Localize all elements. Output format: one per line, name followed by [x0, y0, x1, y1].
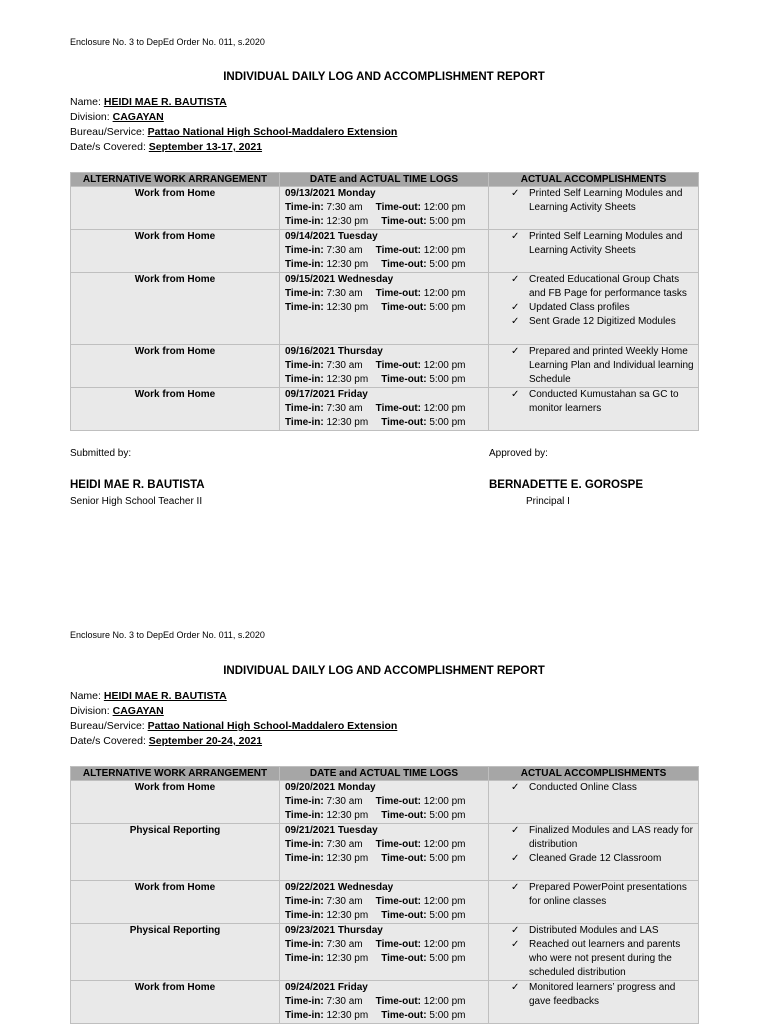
dates-value: September 20-24, 2021	[148, 735, 263, 747]
time-out-label: Time-out:	[375, 896, 422, 907]
checkmark-icon: ✓	[511, 982, 520, 993]
checkmark-icon: ✓	[511, 316, 520, 327]
time-out-value: 5:00 pm	[429, 259, 466, 270]
afternoon-time-log	[285, 909, 488, 923]
accomplishment-item	[489, 981, 698, 1009]
time-out-value: 5:00 pm	[429, 953, 466, 964]
time-out-value: 12:00 pm	[423, 896, 466, 907]
division-value: CAGAYAN	[112, 705, 164, 717]
table-row	[71, 824, 699, 881]
time-in-value: 12:30 pm	[326, 302, 369, 313]
time-in-label: Time-in:	[285, 996, 324, 1007]
morning-time-log	[285, 838, 488, 852]
log-date: 09/14/2021 Tuesday	[285, 231, 378, 242]
time-in-label: Time-in:	[285, 810, 324, 821]
accomplishment-item	[489, 881, 698, 909]
table-row	[71, 781, 699, 824]
accomplishment-item	[489, 388, 698, 416]
time-in-label: Time-in:	[285, 374, 324, 385]
table-row	[71, 388, 699, 431]
accomplishment-item	[489, 230, 698, 258]
accomplishments-cell	[489, 824, 699, 881]
report-title: INDIVIDUAL DAILY LOG AND ACCOMPLISHMENT REPORT	[223, 71, 545, 83]
time-out-value: 5:00 pm	[429, 853, 466, 864]
time-log-cell	[280, 345, 489, 388]
time-log-cell	[280, 230, 489, 273]
time-in-value: 12:30 pm	[326, 417, 369, 428]
accomplishment-text: Cleaned Grade 12 Classroom	[529, 853, 662, 864]
log-date: 09/20/2021 Monday	[285, 782, 376, 793]
time-log-cell	[280, 388, 489, 431]
header-time-logs: DATE and ACTUAL TIME LOGS	[280, 767, 489, 781]
accomplishment-text: Sent Grade 12 Digitized Modules	[529, 316, 676, 327]
time-in-label: Time-in:	[285, 1010, 324, 1021]
arrangement-cell: Work from Home	[71, 187, 280, 230]
accomplishments-cell	[489, 881, 699, 924]
time-in-value: 7:30 am	[326, 288, 363, 299]
morning-time-log	[285, 244, 488, 258]
accomplishment-text: Printed Self Learning Modules and Learning Activity Sheets	[529, 188, 683, 213]
log-table	[70, 766, 699, 1024]
name-field	[70, 690, 227, 702]
header-arrangement: ALTERNATIVE WORK ARRANGEMENT	[71, 767, 280, 781]
log-date: 09/13/2021 Monday	[285, 188, 376, 199]
time-in-label: Time-in:	[285, 403, 324, 414]
time-in-value: 12:30 pm	[326, 374, 369, 385]
bureau-label: Bureau/Service:	[70, 720, 145, 732]
time-out-label: Time-out:	[375, 245, 422, 256]
time-out-label: Time-out:	[381, 417, 427, 428]
time-out-value: 5:00 pm	[429, 216, 466, 227]
time-in-value: 12:30 pm	[326, 853, 369, 864]
afternoon-time-log	[285, 258, 488, 272]
afternoon-time-log	[285, 301, 488, 315]
time-out-value: 12:00 pm	[423, 403, 466, 414]
time-in-value: 12:30 pm	[326, 259, 369, 270]
report-title: INDIVIDUAL DAILY LOG AND ACCOMPLISHMENT REPORT	[223, 665, 545, 677]
division-label: Division:	[70, 705, 110, 717]
time-out-label: Time-out:	[375, 939, 422, 950]
submitted-by-label: Submitted by:	[70, 448, 132, 459]
accomplishment-item	[489, 315, 698, 329]
log-date: 09/15/2021 Wednesday	[285, 274, 394, 285]
time-in-label: Time-in:	[285, 288, 324, 299]
checkmark-icon: ✓	[511, 231, 520, 242]
checkmark-icon: ✓	[511, 302, 520, 313]
checkmark-icon: ✓	[511, 925, 520, 936]
time-in-label: Time-in:	[285, 302, 324, 313]
table-row	[71, 230, 699, 273]
time-out-label: Time-out:	[381, 853, 427, 864]
dates-label: Date/s Covered:	[70, 141, 146, 153]
header-time-logs: DATE and ACTUAL TIME LOGS	[280, 173, 489, 187]
log-table	[70, 172, 699, 431]
table-row	[71, 881, 699, 924]
checkmark-icon: ✓	[511, 346, 520, 357]
accomplishments-cell	[489, 781, 699, 824]
checkmark-icon: ✓	[511, 853, 520, 864]
morning-time-log	[285, 402, 488, 416]
accomplishment-item	[489, 938, 698, 980]
time-in-label: Time-in:	[285, 796, 324, 807]
afternoon-time-log	[285, 809, 488, 823]
log-date: 09/23/2021 Thursday	[285, 925, 383, 936]
submitter-name: HEIDI MAE R. BAUTISTA	[70, 479, 205, 491]
time-in-value: 7:30 am	[326, 896, 363, 907]
time-out-label: Time-out:	[375, 288, 422, 299]
time-out-label: Time-out:	[381, 374, 427, 385]
dates-value: September 13-17, 2021	[148, 141, 263, 153]
time-in-value: 12:30 pm	[326, 216, 369, 227]
accomplishment-text: Updated Class profiles	[529, 302, 630, 313]
log-date: 09/17/2021 Friday	[285, 389, 368, 400]
time-out-value: 5:00 pm	[429, 810, 466, 821]
time-out-value: 12:00 pm	[423, 288, 466, 299]
bureau-value: Pattao National High School-Maddalero Extension	[147, 126, 398, 138]
accomplishments-cell	[489, 273, 699, 345]
accomplishment-text: Monitored learners’ progress and gave feedbacks	[529, 982, 676, 1007]
time-in-value: 12:30 pm	[326, 1010, 369, 1021]
time-out-label: Time-out:	[381, 810, 427, 821]
accomplishment-text: Reached out learners and parents who were not present during the scheduled distribution	[529, 939, 681, 978]
dates-field	[70, 735, 262, 747]
accomplishment-item	[489, 273, 698, 301]
time-out-value: 5:00 pm	[429, 417, 466, 428]
time-in-value: 7:30 am	[326, 403, 363, 414]
time-in-value: 7:30 am	[326, 202, 363, 213]
time-out-value: 5:00 pm	[429, 302, 466, 313]
checkmark-icon: ✓	[511, 782, 520, 793]
time-in-label: Time-in:	[285, 216, 324, 227]
division-field	[70, 111, 164, 123]
accomplishments-cell	[489, 345, 699, 388]
arrangement-cell: Work from Home	[71, 881, 280, 924]
time-out-value: 12:00 pm	[423, 839, 466, 850]
report-2	[0, 594, 768, 1024]
bureau-field	[70, 126, 397, 138]
time-out-value: 5:00 pm	[429, 374, 466, 385]
time-out-label: Time-out:	[381, 302, 427, 313]
accomplishment-item	[489, 301, 698, 315]
time-in-label: Time-in:	[285, 853, 324, 864]
time-out-label: Time-out:	[375, 202, 422, 213]
arrangement-cell: Work from Home	[71, 273, 280, 345]
log-date: 09/16/2021 Thursday	[285, 346, 383, 357]
time-log-cell	[280, 781, 489, 824]
time-out-value: 12:00 pm	[423, 245, 466, 256]
checkmark-icon: ✓	[511, 939, 520, 950]
table-row	[71, 273, 699, 345]
approved-by-label: Approved by:	[489, 448, 548, 459]
table-row	[71, 187, 699, 230]
header-accomplishments: ACTUAL ACCOMPLISHMENTS	[489, 767, 699, 781]
bureau-field	[70, 720, 397, 732]
time-out-value: 5:00 pm	[429, 1010, 466, 1021]
bureau-value: Pattao National High School-Maddalero Extension	[147, 720, 398, 732]
arrangement-cell: Work from Home	[71, 388, 280, 431]
log-date: 09/22/2021 Wednesday	[285, 882, 394, 893]
time-out-label: Time-out:	[375, 360, 422, 371]
time-log-cell	[280, 187, 489, 230]
table-row	[71, 981, 699, 1024]
bureau-label: Bureau/Service:	[70, 126, 145, 138]
enclosure-note: Enclosure No. 3 to DepEd Order No. 011, s.2020	[70, 630, 265, 640]
accomplishment-text: Conducted Kumustahan sa GC to monitor learners	[529, 389, 679, 414]
name-label: Name:	[70, 96, 101, 108]
arrangement-cell: Work from Home	[71, 781, 280, 824]
name-field	[70, 96, 227, 108]
morning-time-log	[285, 895, 488, 909]
submitter-position: Senior High School Teacher II	[70, 496, 203, 507]
afternoon-time-log	[285, 215, 488, 229]
division-label: Division:	[70, 111, 110, 123]
accomplishment-text: Prepared and printed Weekly Home Learning Plan and Individual learning Schedule	[529, 346, 694, 385]
log-date: 09/24/2021 Friday	[285, 982, 368, 993]
accomplishment-text: Finalized Modules and LAS ready for distribution	[529, 825, 693, 850]
time-in-label: Time-in:	[285, 259, 324, 270]
time-out-value: 5:00 pm	[429, 910, 466, 921]
time-log-cell	[280, 881, 489, 924]
time-in-label: Time-in:	[285, 910, 324, 921]
time-out-label: Time-out:	[381, 259, 427, 270]
accomplishment-text: Conducted Online Class	[529, 782, 637, 793]
time-in-label: Time-in:	[285, 896, 324, 907]
accomplishment-text: Prepared PowerPoint presentations for online classes	[529, 882, 687, 907]
morning-time-log	[285, 287, 488, 301]
checkmark-icon: ✓	[511, 882, 520, 893]
dates-field	[70, 141, 262, 153]
time-log-cell	[280, 981, 489, 1024]
checkmark-icon: ✓	[511, 188, 520, 199]
time-out-label: Time-out:	[381, 216, 427, 227]
enclosure-note: Enclosure No. 3 to DepEd Order No. 011, s.2020	[70, 37, 265, 47]
accomplishment-text: Distributed Modules and LAS	[529, 925, 659, 936]
afternoon-time-log	[285, 952, 488, 966]
time-out-label: Time-out:	[375, 403, 422, 414]
morning-time-log	[285, 201, 488, 215]
approver-name: BERNADETTE E. GOROSPE	[489, 479, 643, 491]
checkmark-icon: ✓	[511, 274, 520, 285]
time-out-label: Time-out:	[375, 996, 422, 1007]
accomplishment-item	[489, 924, 698, 938]
time-out-label: Time-out:	[381, 953, 427, 964]
time-log-cell	[280, 824, 489, 881]
time-out-value: 12:00 pm	[423, 996, 466, 1007]
header-accomplishments: ACTUAL ACCOMPLISHMENTS	[489, 173, 699, 187]
time-in-value: 12:30 pm	[326, 810, 369, 821]
time-in-label: Time-in:	[285, 202, 324, 213]
time-out-label: Time-out:	[381, 1010, 427, 1021]
accomplishment-item	[489, 345, 698, 387]
accomplishment-item	[489, 781, 698, 795]
arrangement-cell: Work from Home	[71, 345, 280, 388]
accomplishments-cell	[489, 924, 699, 981]
arrangement-cell: Work from Home	[71, 230, 280, 273]
time-in-label: Time-in:	[285, 939, 324, 950]
time-out-label: Time-out:	[375, 839, 422, 850]
name-label: Name:	[70, 690, 101, 702]
morning-time-log	[285, 795, 488, 809]
time-in-label: Time-in:	[285, 417, 324, 428]
checkmark-icon: ✓	[511, 825, 520, 836]
accomplishment-item	[489, 187, 698, 215]
checkmark-icon: ✓	[511, 389, 520, 400]
name-value: HEIDI MAE R. BAUTISTA	[103, 690, 227, 702]
log-date: 09/21/2021 Tuesday	[285, 825, 378, 836]
time-out-value: 12:00 pm	[423, 796, 466, 807]
accomplishments-cell	[489, 981, 699, 1024]
time-in-value: 7:30 am	[326, 996, 363, 1007]
time-in-value: 7:30 am	[326, 839, 363, 850]
name-value: HEIDI MAE R. BAUTISTA	[103, 96, 227, 108]
time-in-label: Time-in:	[285, 839, 324, 850]
time-out-value: 12:00 pm	[423, 202, 466, 213]
time-out-label: Time-out:	[375, 796, 422, 807]
arrangement-cell: Physical Reporting	[71, 924, 280, 981]
accomplishment-item	[489, 824, 698, 852]
afternoon-time-log	[285, 852, 488, 866]
morning-time-log	[285, 359, 488, 373]
time-in-value: 12:30 pm	[326, 953, 369, 964]
accomplishment-text: Created Educational Group Chats and FB Page for performance tasks	[529, 274, 687, 299]
dates-label: Date/s Covered:	[70, 735, 146, 747]
table-row	[71, 345, 699, 388]
time-in-label: Time-in:	[285, 245, 324, 256]
arrangement-cell: Work from Home	[71, 981, 280, 1024]
time-in-value: 7:30 am	[326, 796, 363, 807]
accomplishments-cell	[489, 230, 699, 273]
afternoon-time-log	[285, 416, 488, 430]
afternoon-time-log	[285, 1009, 488, 1023]
accomplishment-text: Printed Self Learning Modules and Learning Activity Sheets	[529, 231, 683, 256]
accomplishments-cell	[489, 388, 699, 431]
table-row	[71, 924, 699, 981]
time-out-label: Time-out:	[381, 910, 427, 921]
time-in-value: 7:30 am	[326, 360, 363, 371]
header-arrangement: ALTERNATIVE WORK ARRANGEMENT	[71, 173, 280, 187]
morning-time-log	[285, 995, 488, 1009]
time-out-value: 12:00 pm	[423, 360, 466, 371]
division-value: CAGAYAN	[112, 111, 164, 123]
approver-position: Principal I	[526, 496, 570, 507]
division-field	[70, 705, 164, 717]
arrangement-cell: Physical Reporting	[71, 824, 280, 881]
time-in-value: 7:30 am	[326, 939, 363, 950]
time-out-value: 12:00 pm	[423, 939, 466, 950]
time-log-cell	[280, 273, 489, 345]
time-in-value: 7:30 am	[326, 245, 363, 256]
time-in-label: Time-in:	[285, 953, 324, 964]
morning-time-log	[285, 938, 488, 952]
time-in-label: Time-in:	[285, 360, 324, 371]
time-log-cell	[280, 924, 489, 981]
accomplishments-cell	[489, 187, 699, 230]
afternoon-time-log	[285, 373, 488, 387]
accomplishment-item	[489, 852, 698, 866]
time-in-value: 12:30 pm	[326, 910, 369, 921]
